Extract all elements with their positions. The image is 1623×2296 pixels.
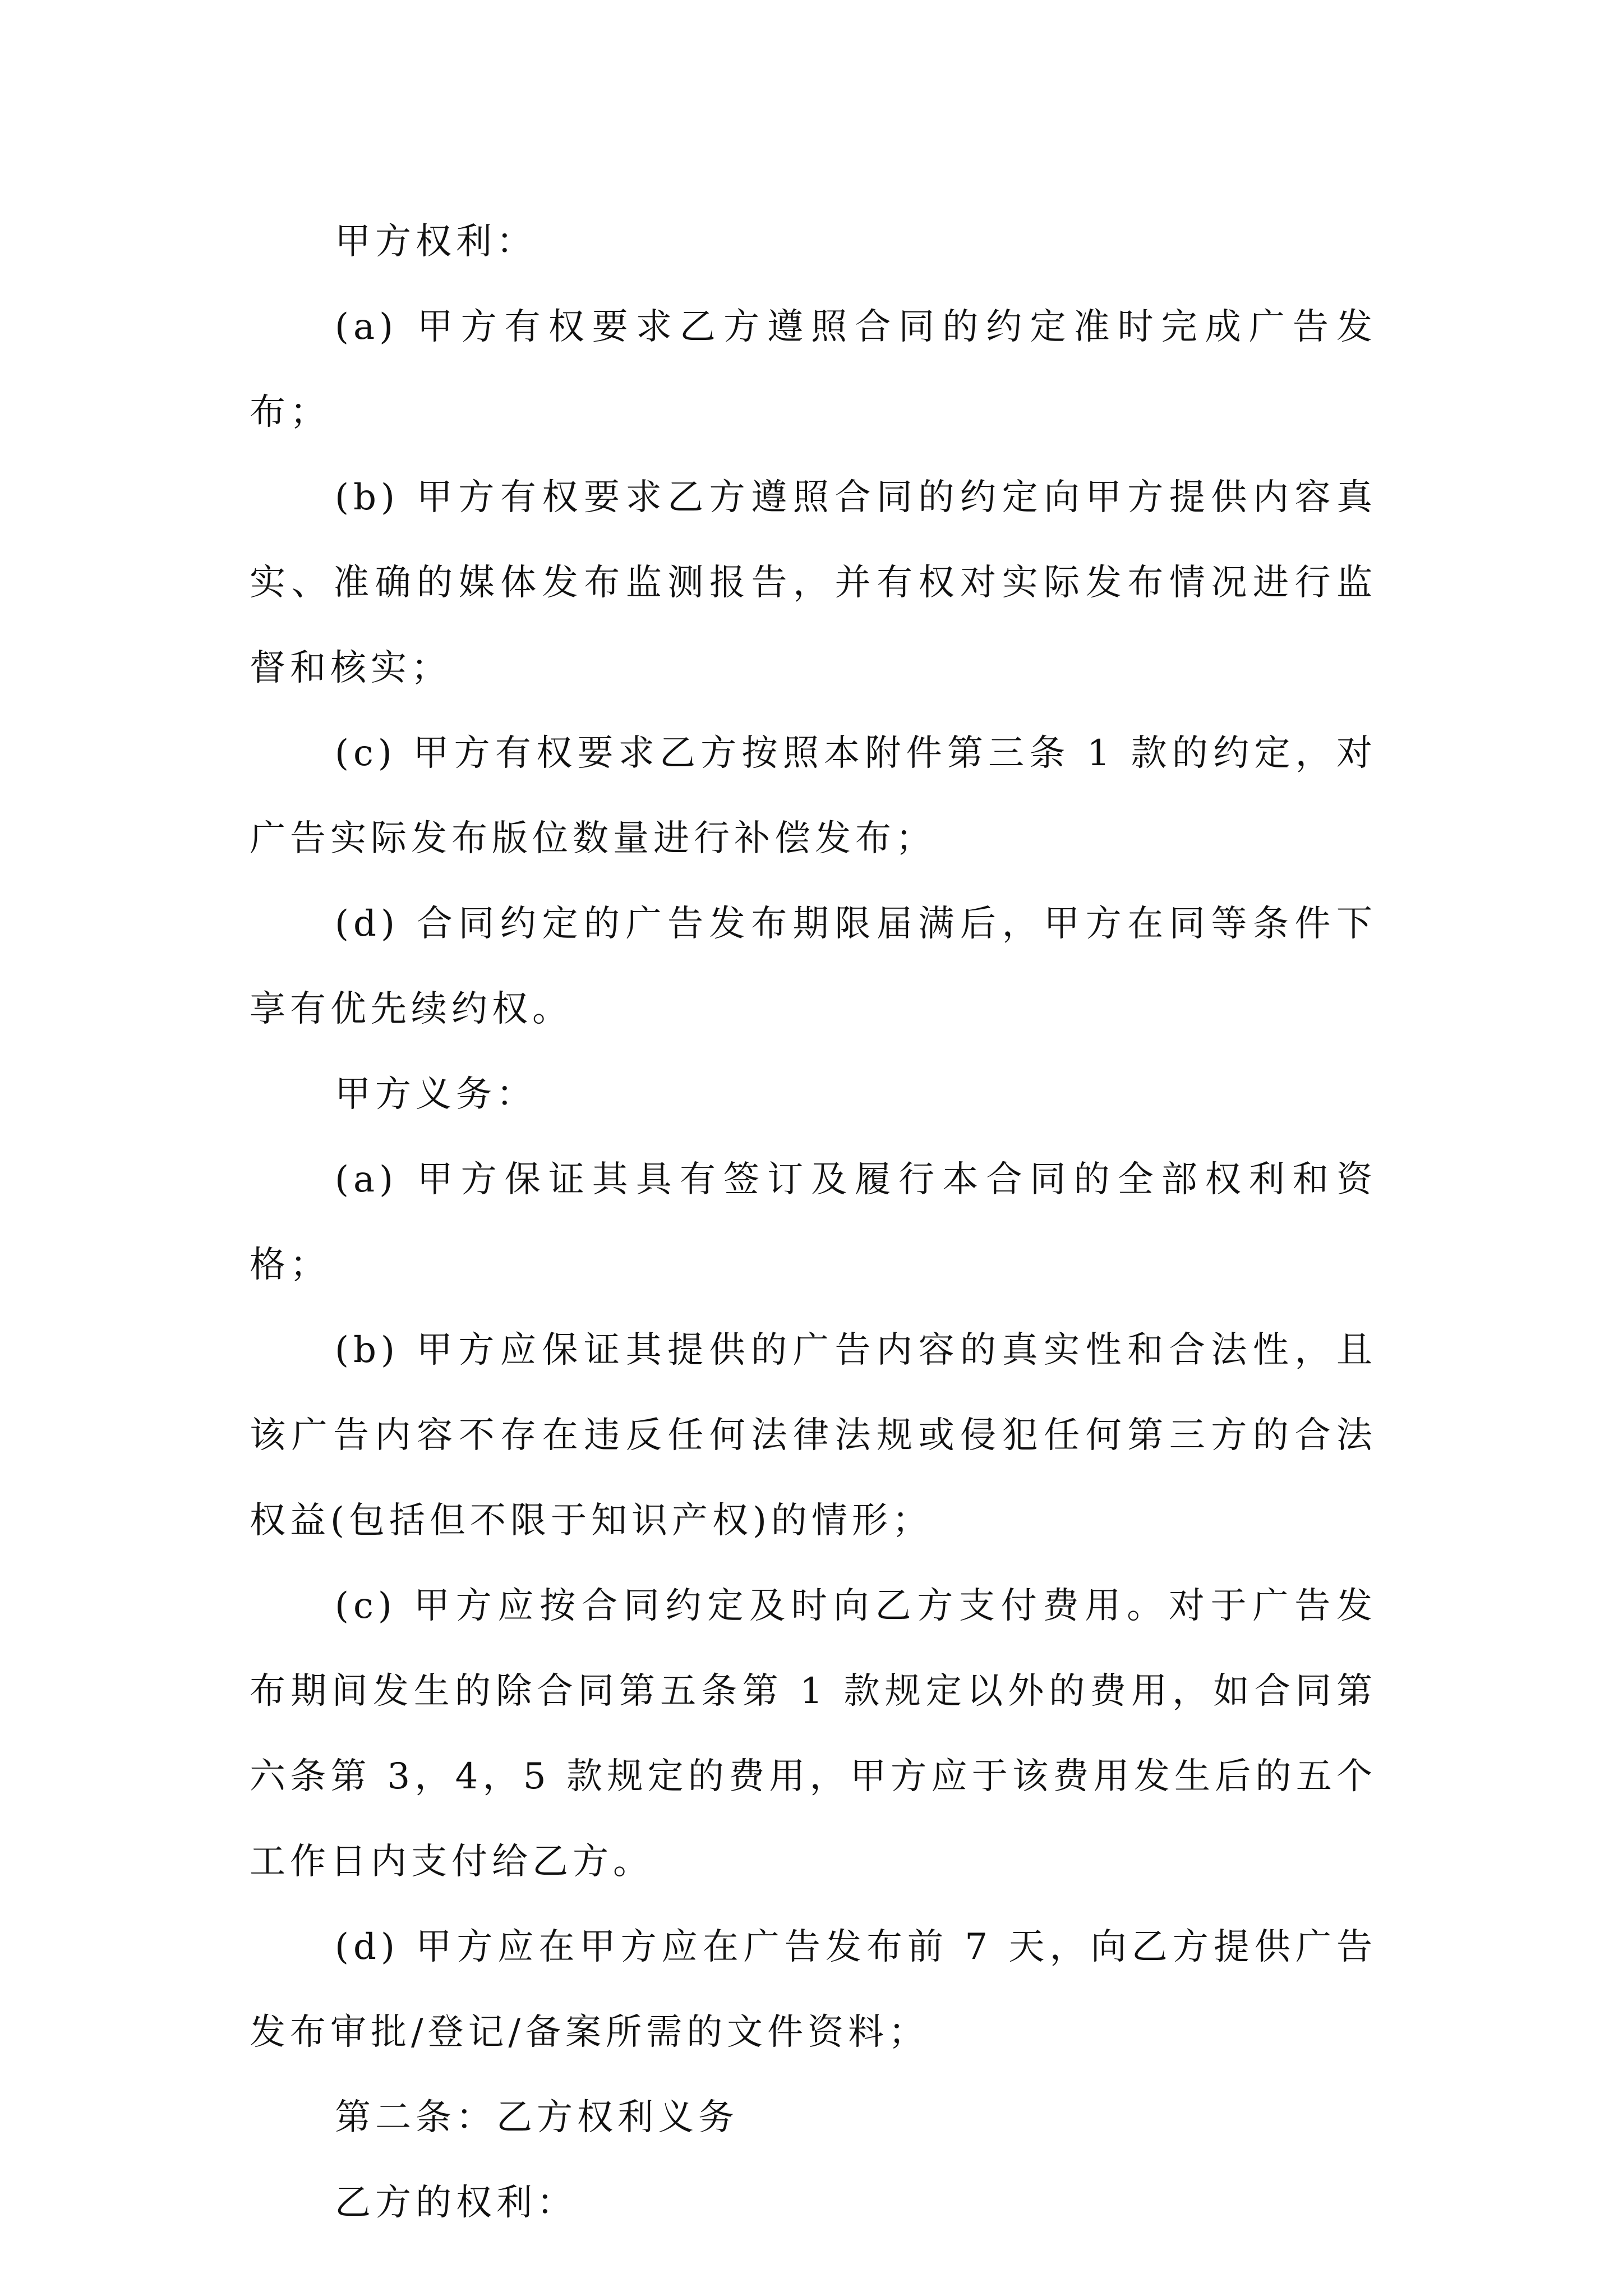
clause-a-rights-b: (b) 甲方有权要求乙方遵照合同的约定向甲方提供内容真实、准确的媒体发布监测报告，并有权对实际发布情况进行监督和核实；: [250, 477, 1377, 689]
heading-party-a-obligations: 甲方义务：: [335, 1074, 537, 1115]
heading-party-a-rights: 甲方权利：: [335, 221, 537, 263]
clause-a-rights-d: (d) 合同约定的广告发布期限届满后，甲方在同等条件下享有优先续约权。: [250, 903, 1377, 1030]
clause-a-obligations-a: (a) 甲方保证其具有签订及履行本合同的全部权利和资格；: [250, 1159, 1377, 1286]
heading-party-b-rights: 乙方的权利：: [335, 2182, 577, 2224]
clause-a-rights-a: (a) 甲方有权要求乙方遵照合同的约定准时完成广告发布；: [250, 306, 1377, 433]
clause-a-rights-c: (c) 甲方有权要求乙方按照本附件第三条 1 款的约定，对广告实际发布版位数量进行补偿发布；: [250, 733, 1377, 859]
clause-a-obligations-d: (d) 甲方应在甲方应在广告发布前 7 天，向乙方提供广告发布审批/登记/备案所需的文件资料；: [250, 1926, 1377, 2053]
document-page: [250, 199, 1377, 2246]
heading-article-two: 第二条：乙方权利义务: [335, 2097, 739, 2138]
clause-a-obligations-b: (b) 甲方应保证其提供的广告内容的真实性和合法性，且该广告内容不存在违反任何法律法规或侵犯任何第三方的合法权益(包括但不限于知识产权)的情形；: [250, 1329, 1377, 1542]
clause-a-obligations-c: (c) 甲方应按合同约定及时向乙方支付费用。对于广告发布期间发生的除合同第五条第 1 款规定以外的费用，如合同第六条第 3，4，5 款规定的费用，甲方应于该费用发生后的五个工作日内支付给乙方。: [250, 1585, 1377, 1883]
